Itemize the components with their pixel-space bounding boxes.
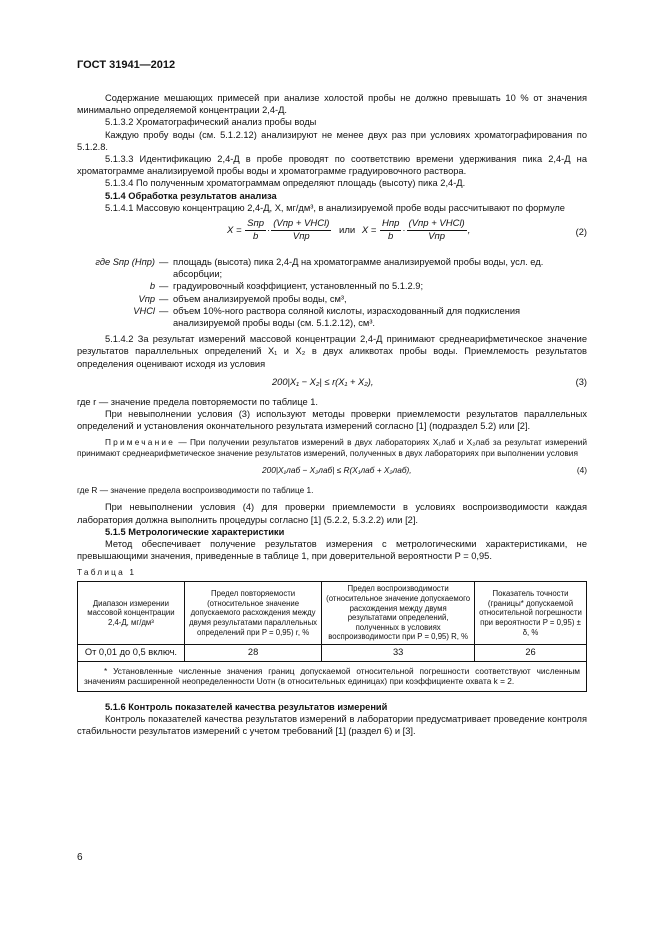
note-text: — При получении результатов измерений в двух лабораториях X₁лаб и X₂лаб за результат измерений принимают среднеарифметическое значение результатов измерений, полученных в двух лабораториях при выполнении условия [77, 437, 587, 459]
paragraph: 5.1.4.2 За результат измерений массовой концентрации 2,4-Д принимают среднеарифметическое значение результатов параллельных определений X₁ и X₂ в двух аликвотах пробы воды. Приемлемость результатов определения оценивают исходя из условия [77, 334, 587, 369]
table-footnote-row [78, 661, 587, 691]
formula-numerator: (Vпр + VHCl) [271, 218, 331, 231]
formula-body: 200|X₁лаб − X₂лаб| ≤ R(X₁лаб + X₂лаб), [262, 465, 412, 476]
section-heading: 5.1.3.2 Хроматографический анализ пробы воды [105, 117, 317, 128]
formula-body: 200|X₁ − X₂| ≤ r(X₁ + X₂), [272, 376, 374, 387]
section-heading: 5.1.6 Контроль показателей качества результатов измерений [105, 701, 388, 712]
formula-denominator: Vпр [292, 231, 310, 243]
formula-var: X = [227, 225, 242, 237]
table-cell: 26 [474, 645, 586, 662]
paragraph: Метод обеспечивает получение результатов измерения с метрологическими характеристиками, не превышающими значения, приведенные в таблице 1, при доверительной вероятности P = 0,95. [77, 539, 587, 562]
definition-item [77, 256, 587, 280]
table-cell: 33 [322, 645, 475, 662]
table-cell: 28 [184, 645, 321, 662]
formula-3 [77, 374, 587, 392]
paragraph: При невыполнении условия (4) для проверки приемлемости в условиях воспроизводимости каждая лаборатория должна выполнить процедуры согласно [1] (5.2.2, 5.3.2.2) или [2]. [77, 502, 587, 525]
formula-number: (2) [575, 227, 587, 238]
definition-symbol: где Sпр (Hпр) [95, 257, 155, 268]
paragraph: 5.1.4.1 Массовую концентрацию 2,4-Д, X, мг/дм³, в анализируемой пробе воды рассчитывают по формуле [105, 202, 565, 213]
paragraph: Контроль показателей качества результатов измерений в лаборатории предусматривает проведение контроля стабильности результатов измерений с учетом требований [1] (раздел 6) и [3]. [77, 713, 587, 737]
formula-4 [77, 463, 587, 481]
formula-numerator: Hпр [380, 218, 401, 231]
formula-or: или [339, 225, 356, 237]
section-heading: 5.1.4 Обработка результатов анализа [105, 190, 277, 201]
formula-number: (3) [575, 376, 587, 387]
note [77, 437, 587, 459]
table-header-cell: Предел воспроизводимости (относительное значение допускаемого расхождения между двумя результатами определений, полученных в условиях воспроизводимости при P = 0,95) R, % [322, 582, 475, 645]
formula-denominator: b [388, 231, 394, 243]
paragraph: При невыполнении условия (3) используют методы проверки приемлемости результатов параллельных определений и установления окончательного результата измерений согласно [1] (подраздел 5.2) или [2]. [77, 409, 587, 432]
table-1 [77, 581, 587, 691]
definition-dash: — [159, 305, 169, 316]
definition-dash: — [159, 293, 169, 304]
definition-item [77, 305, 587, 329]
definition-item [77, 293, 587, 305]
formula-number: (4) [576, 465, 587, 476]
definition-text: площадь (высота) пика 2,4-Д на хроматограмме анализируемой пробы воды, усл. ед. абсорбции; [173, 257, 544, 280]
table-header-row [78, 582, 587, 645]
table-header-cell: Показатель точности (границы* допускаемой относительной погрешности при вероятности P = 0,95) ± δ, % [474, 582, 586, 645]
paragraph: где R — значение предела воспроизводимости по таблице 1. [77, 485, 314, 496]
definitions-list [77, 256, 587, 329]
page-content [77, 92, 587, 737]
definition-text: объем анализируемой пробы воды, см³, [173, 293, 347, 304]
definition-item [77, 280, 587, 292]
formula-numerator: Sпр [245, 218, 266, 231]
table-header-cell: Предел повторяемости (относительное значение допускаемого расхождения между двумя результатами параллельных определений при P = 0,95) r, % [184, 582, 321, 645]
definition-text: градуировочный коэффициент, установленный по 5.1.2.9; [173, 281, 424, 292]
definition-symbol: VHCl [133, 305, 155, 316]
formula-denominator: b [252, 231, 259, 243]
section-heading: 5.1.5 Метрологические характеристики [105, 526, 285, 537]
paragraph: 5.1.3.3 Идентификацию 2,4-Д в пробе проводят по соответствию времени удерживания пика 2,4-Д на хроматограмме анализируемой пробы воды и хроматограмме градуировочного раствора. [77, 154, 587, 177]
page-header: ГОСТ 31941—2012 [77, 59, 176, 71]
paragraph: где r — значение предела повторяемости по таблице 1. [77, 396, 318, 407]
definition-symbol: b [149, 281, 155, 292]
formula-tail: , [467, 225, 471, 237]
table-header-cell: Диапазон измерении массовой концентрации 2,4-Д, мг/дм³ [78, 582, 185, 645]
page-number: 6 [77, 852, 83, 863]
paragraph: Каждую пробу воды (см. 5.1.2.12) анализируют не менее двух раз при условиях хроматографирования по 5.1.2.8. [77, 129, 587, 152]
definition-symbol: Vпр [138, 293, 155, 304]
table-footnote: * Установленные численные значения границ допускаемой относительной погрешности соответствуют численным значениям расширенной неопределенности Uотн (в относительных единицах) при коэффициенте охвата k = 2. [78, 661, 587, 691]
paragraph: Содержание мешающих примесей при анализе холостой пробы не должно превышать 10 % от значения минимально определяемой концентрации 2,4-Д. [77, 93, 587, 116]
definition-dash: — [159, 281, 169, 292]
formula-var: X = [361, 225, 377, 237]
formula-denominator: Vпр [428, 231, 446, 243]
formula-2: X = $\frac{\text{Sпр}}{b}$ · $\frac{\text{(Vпр + VHCl)}}{\text{Vпр}}$ или X = $\frac{\text{Hпр}}{b}$ · $\frac{\text{(Vпр + VHCl)}}{\text{Vпр}}$ , (2) [227, 218, 587, 243]
definition-dash: — [159, 257, 169, 268]
table-cell: От 0,01 до 0,5 включ. [78, 645, 185, 662]
definition-text: объем 10%-ного раствора соляной кислоты, израсходованный для подкисления анализируемой пробы воды (см. 5.1.2.12), см³. [173, 305, 521, 329]
paragraph: 5.1.3.4 По полученным хроматограммам определяют площадь (высоту) пика 2,4-Д. [105, 178, 466, 189]
table-row [78, 645, 587, 662]
note-label: Примечание [105, 437, 176, 448]
formula-numerator: (Vпр + VHCl) [407, 218, 467, 231]
table-caption: Таблица 1 [77, 567, 137, 578]
